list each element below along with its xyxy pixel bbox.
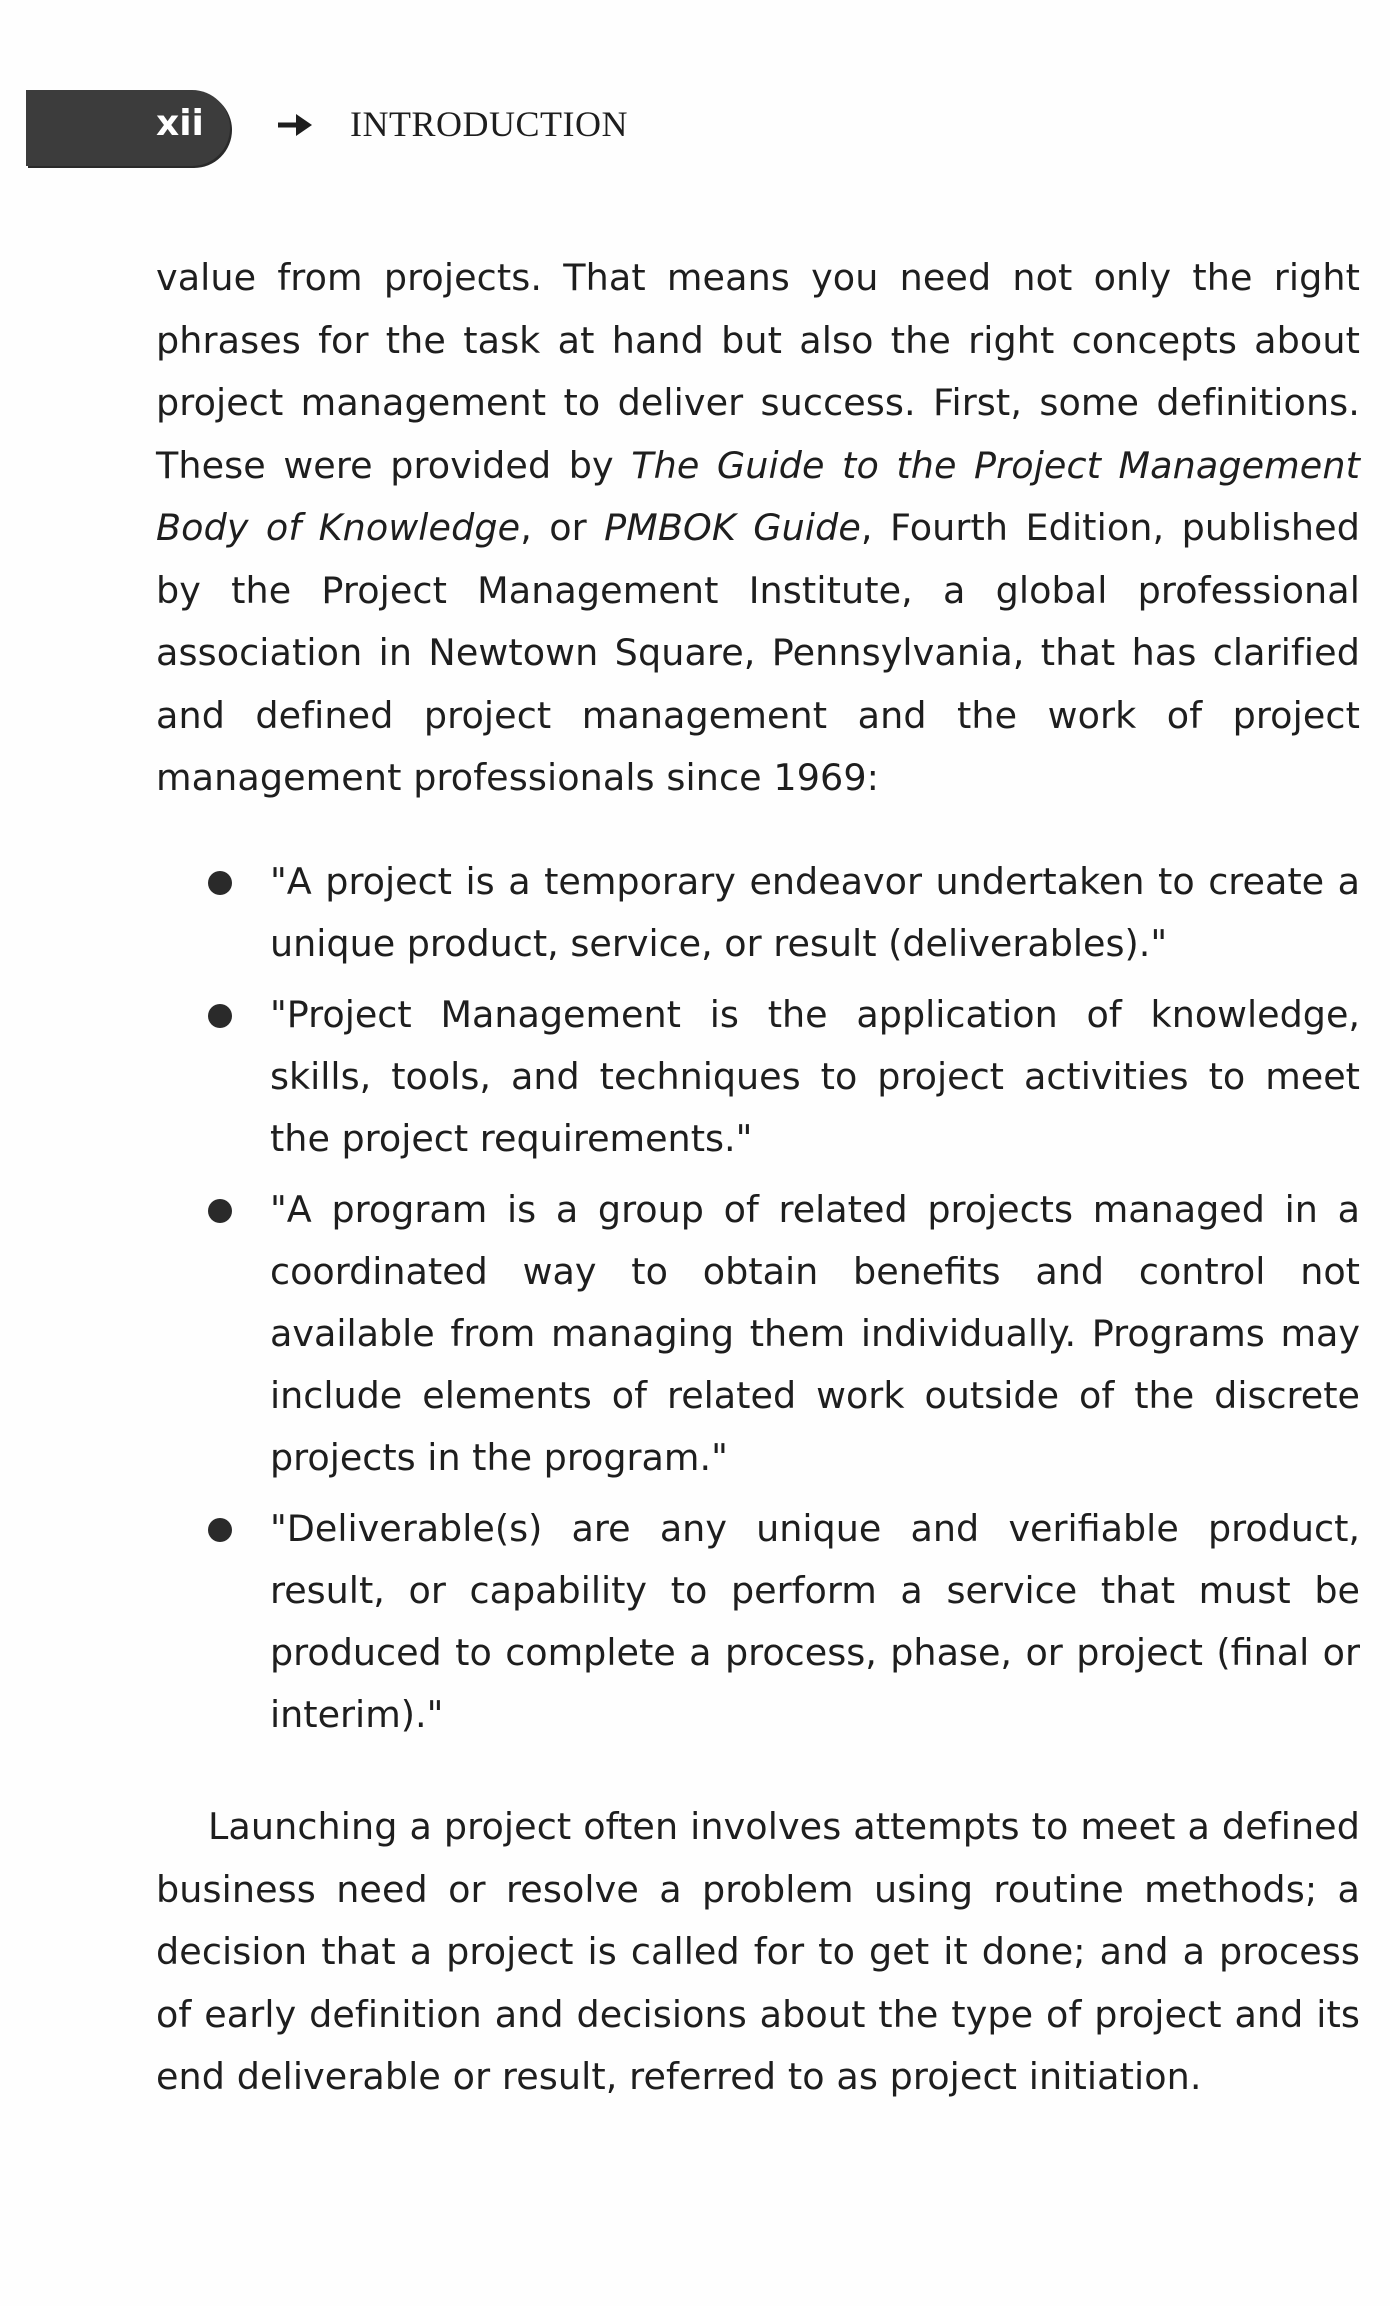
pmbok-abbreviation: PMBOK Guide	[604, 506, 861, 549]
definition-list	[0, 851, 1390, 1746]
list-item	[0, 1498, 1360, 1746]
closing-paragraph: Launching a project often involves attempts to meet a defined business need or resolve a problem using routine methods; a decision that a project is called for to get it done; and a process of early definition and decisions about the type of project and its end deliverable or result, referred to as project initiation.	[156, 1805, 1360, 2098]
right-arrow-icon	[276, 112, 314, 138]
definition-text: "Deliverable(s) are any unique and verifiable product, result, or capability to perform a service that must be produced to complete a process, phase, or project (final or interim)."	[270, 1507, 1360, 1736]
definition-text: "A project is a temporary endeavor undertaken to create a unique product, service, or result (deliverables)."	[270, 860, 1360, 965]
intro-text-part3: , Fourth Edition, published by the Project Management Institute, a global professional association in Newtown Square, Pennsylvania, that has clarified and defined project management and the work of project management professionals since 1969:	[156, 506, 1360, 799]
page-number: xii	[156, 103, 204, 144]
guide-title: The Guide to the Project Management Body of Knowledge	[156, 443, 1360, 549]
intro-text-part1: value from projects. That means you need not only the right phrases for the task at hand but also the right concepts about project management to deliver success. First, some definitions. These were provided by	[156, 256, 1360, 487]
list-item	[0, 851, 1360, 975]
intro-text-part2: , or	[520, 506, 605, 549]
bullet-icon	[208, 1199, 232, 1223]
list-item	[0, 984, 1360, 1170]
running-head: INTRODUCTION	[350, 104, 628, 144]
bullet-icon	[208, 871, 232, 895]
definition-text: "Project Management is the application of knowledge, skills, tools, and techniques to project activities to meet the project requirements."	[270, 993, 1360, 1160]
list-item	[0, 1179, 1360, 1489]
intro-paragraph	[156, 247, 1360, 810]
bullet-icon	[208, 1518, 232, 1542]
definition-text: "A program is a group of related projects managed in a coordinated way to obtain benefits and control not available from managing them individually. Programs may include elements of related work outside of the discrete projects in the program."	[270, 1188, 1360, 1479]
bullet-icon	[208, 1004, 232, 1028]
